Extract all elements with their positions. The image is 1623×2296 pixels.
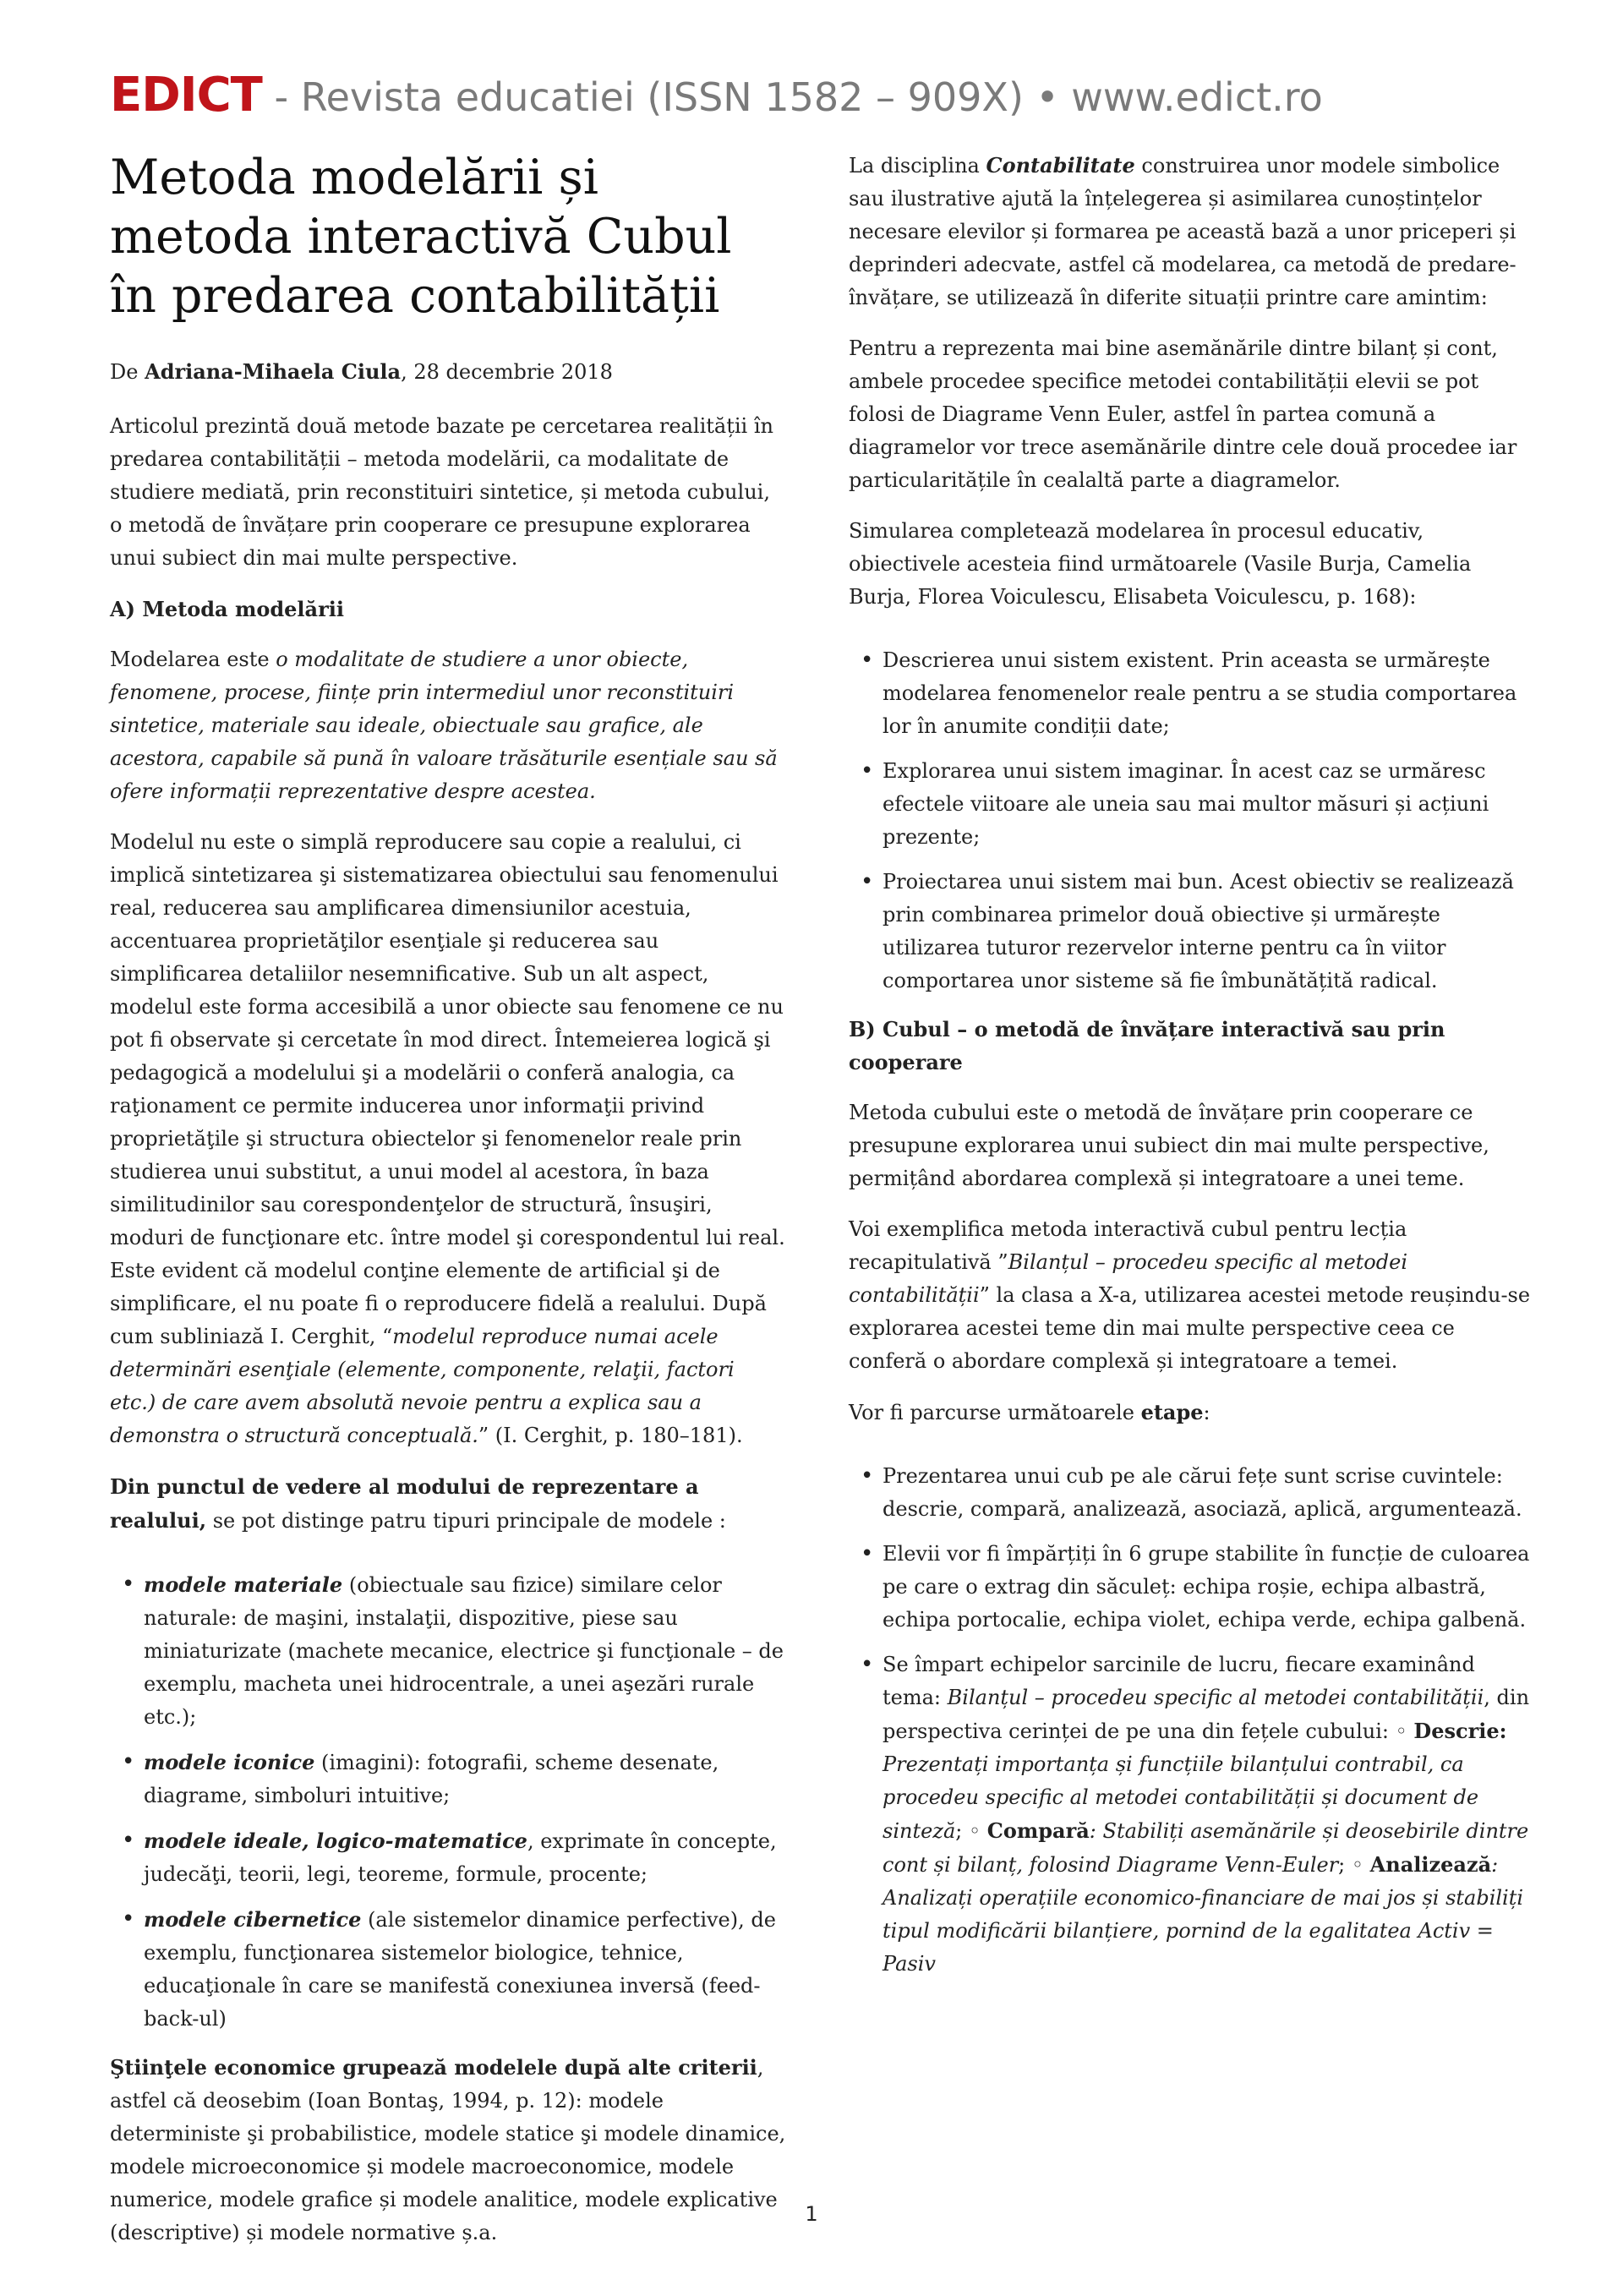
paragraph-modelarea (110, 643, 786, 808)
byline-prefix: De (110, 360, 145, 384)
model-type-name: modele materiale (144, 1572, 343, 1597)
paragraph-contabilitate (849, 149, 1533, 314)
model-type-text: (ale sistemelor dinamice perfective), de exemplu, funcţionarea sistemelor biologice, tehnice, educaţionale în care se manifestă conexiunea inversă (feed-back-ul) (144, 1908, 776, 2031)
model-type-name: modele ideale, logico-matematice (144, 1829, 527, 1853)
p1-start: Modelarea este (110, 648, 276, 671)
step3-k: : Analizați operațiile economico-financiare de mai jos și stabiliți tipul modificării bilanțiere, pornind de la egalitatea Activ = Pasiv (883, 1853, 1524, 1976)
masthead-tagline: - Revista educatiei (ISSN 1582 – 909X) • www.edict.ro (261, 74, 1323, 120)
list-item: • Elevii vor fi împărțiți în 6 grupe stabilite în funcție de culoarea pe care o extrag din săculeț: echipa roșie, echipa albastră, echipa portocalie, echipa violet, echipa verde, echipa galbenă. (883, 1538, 1533, 1637)
list-item (144, 1746, 786, 1812)
p1-definition: o modalitate de studiere a unor obiecte, fenomene, procese, ființe prin intermediul unor reconstituiri sintetice, materiale sau ideale, obiectuale sau grafice, ale acestora, capabile să pună în valoare trăsăturile esențiale sau să ofere informații reprezentative despre acestea. (110, 648, 778, 803)
p5-discipline: Contabilitate (986, 153, 1135, 178)
step3-g: Compară (986, 1818, 1090, 1843)
step3-a: Se împart echipelor sarcinile de lucru, fiecare examinând tema: (883, 1653, 1475, 1709)
p9-lesson-title: Bilanțul – procedeu specific al metodei contabilității (849, 1250, 1407, 1307)
paragraph-modelul (110, 826, 786, 1452)
model-type-text: (imagini): fotografii, scheme desenate, diagrame, simboluri intuitive; (144, 1751, 719, 1807)
p9-start: Voi exemplifica metoda interactivă cubul pentru lecția recapitulativă ” (849, 1217, 1407, 1274)
p3-rest: se pot distinge patru tipuri principale de modele : (206, 1509, 726, 1533)
p2-main: Modelul nu este o simplă reproducere sau copie a realului, ci implică sintetizarea şi sistematizarea obiectului sau fenomenului real, reducerea sau amplificarea dimensiunilor acestuia, accentuarea proprietăţilor esenţiale şi reducerea sau simplificarea detaliilor nesemnificative. Sub un alt aspect, modelul este forma accesibilă a unor obiecte sau fenomene ce nu pot fi observate şi cercetate în mod direct. Întemeierea logică şi pedagogică a modelului şi a modelării o conferă analogia, ca raţionament ce permite inducerea unor informaţii privind proprietăţile şi structura obiectelor şi fenomenelor reale prin studierea unui substitut, a unui model al acestora, în baza similitudinilor sau corespondenţelor de structură, însuşiri, moduri de funcţionare etc. între model şi corespondentul lui real. Este evident că modelul conţine elemente de artificial şi de simplificare, el nu poate fi o reproducere fidelă a realului. După cum subliniază I. Cerghit, “ (110, 830, 785, 1348)
model-type-text: (obiectuale sau fizice) similare celor naturale: de maşini, instalaţii, dispozitive, piese sau miniaturizate (machete mecanice, electrice şi funcţionale – de exemplu, macheta unei hidrocentrale, a unei aşezări rurale etc.); (144, 1573, 784, 1729)
masthead (110, 68, 1323, 123)
paragraph-etape (849, 1396, 1533, 1430)
step3-j: Analizează (1369, 1852, 1492, 1877)
p10-start: Vor fi parcurse următoarele (849, 1401, 1141, 1424)
section-b-heading: B) Cubul – o metodă de învățare interactivă sau prin cooperare (849, 1017, 1445, 1074)
list-item (144, 1568, 786, 1734)
paragraph-model-types-intro (110, 1470, 786, 1538)
paragraph-venn: Pentru a reprezenta mai bine asemănările dintre bilanț și cont, ambele procedee specifice metodei contabilității elevii se pot folosi de Diagrame Venn Euler, astfel în partea comună a diagramelor vor trece asemănările dintre cele două procedee iar particularitățile în cealaltă parte a diagramelor. (849, 336, 1517, 492)
list-item: • Explorarea unui sistem imaginar. În acest caz se urmăresc efectele viitoare ale uneia sau mai multor măsuri și acțiuni prezente; (883, 755, 1533, 854)
model-type-name: modele cibernetice (144, 1907, 362, 1932)
list-item: • Prezentarea unui cub pe ale cărui fețe sunt scrise cuvintele: descrie, compară, analizează, asociază, aplică, argumentează. (883, 1460, 1533, 1526)
paragraph-simularea: Simularea completează modelarea în procesul educativ, obiectivele acesteia fiind următoarele (Vasile Burja, Camelia Burja, Florea Voiculescu, Elisabeta Voiculescu, p. 168): (849, 519, 1472, 609)
intro-paragraph: Articolul prezintă două metode bazate pe cercetarea realității în predarea contabilității – metoda modelării, ca modalitate de studiere mediată, prin reconstituiri sintetice, și metoda cubului, o metodă de învățare prin cooperare ce presupune explorarea unui subiect din mai multe perspective. (110, 414, 773, 570)
section-a-heading: A) Metoda modelării (110, 597, 344, 621)
p2-citation: ” (I. Cerghit, p. 180–181). (478, 1424, 743, 1447)
p2-quote: modelul reproduce numai acele determinări esenţiale (elemente, componente, relaţii, factori etc.) de care avem absolută nevoie pentru a explica sau a demonstra o structură conceptuală. (110, 1325, 735, 1447)
step3-c: , din perspectiva cerinței de pe una din fețele cubului: ◦ (883, 1686, 1530, 1743)
byline (110, 355, 786, 389)
list-item: • Proiectarea unui sistem mai bun. Acest obiectiv se realizează prin combinarea primelor două obiective și urmărește utilizarea tuturor rezervelor interne pentru ca în viitor comportarea unor sisteme să fie îmbunătățită radical. (883, 866, 1533, 998)
p4-bold: Ştiinţele economice grupează modelele după alte criterii (110, 2055, 757, 2080)
step3-d: Descrie: (1413, 1719, 1507, 1743)
paragraph-metoda-cubului: Metoda cubului este o metodă de învățare prin cooperare ce presupune explorarea unui subiect din mai multe perspective, permițând abordarea complexă și integratoare a unei teme. (849, 1101, 1489, 1190)
model-types-list (110, 1568, 786, 2036)
steps-list (849, 1460, 1533, 1981)
step3-h: : Stabiliți asemănările și deosebirile dintre cont și bilanț, folosind Diagrame Venn-Euler (883, 1819, 1529, 1877)
paragraph-exemplificare (849, 1213, 1533, 1378)
p4-rest: , astfel că deosebim (Ioan Bontaş, 1994, p. 12): modele deterministe şi probabilistice, modele statice şi modele dinamice, modele microeconomice și modele macroeconomice, modele numerice, modele grafice și modele analitice, modele explicative (descriptive) și modele normative ș.a. (110, 2056, 786, 2244)
step3-f: ; ◦ (955, 1819, 987, 1843)
page-number: 1 (805, 2202, 818, 2226)
model-type-text: , exprimate în concepte, judecăţi, teorii, legi, teoreme, formule, procente; (144, 1829, 777, 1886)
article-title: Metoda modelării și metoda interactivă Cubul în predarea contabilității (110, 150, 732, 324)
list-item (144, 1903, 786, 2036)
step3-b: Bilanțul – procedeu specific al metodei contabilității (947, 1686, 1484, 1709)
model-type-name: modele iconice (144, 1750, 315, 1774)
author-name: Adriana-Mihaela Ciula (145, 359, 402, 384)
p3-bold: Din punctul de vedere al modului de reprezentare a realului, (110, 1474, 699, 1533)
list-item: • Descrierea unui sistem existent. Prin aceasta se urmărește modelarea fenomenelor reale pentru a se studia comportarea lor în anumite condiții date; (883, 644, 1533, 743)
brand-logo: EDICT (110, 68, 262, 123)
objectives-list (849, 644, 1533, 998)
p5-start: La disciplina (849, 154, 986, 178)
list-item (883, 1648, 1533, 1981)
left-column (110, 148, 786, 2267)
p10-end: : (1203, 1401, 1210, 1424)
step3-i: ; ◦ (1338, 1853, 1370, 1877)
right-column (849, 149, 1533, 1996)
list-item (144, 1824, 786, 1891)
publish-date: , 28 decembrie 2018 (401, 360, 613, 384)
p10-bold: etape (1140, 1400, 1204, 1424)
p9-rest: ” la clasa a X-a, utilizarea acestei metode reușindu-se explorarea acestei teme din mai multe perspective ceea ce conferă o abordare complexă și integratoare a temei. (849, 1283, 1531, 1373)
p5-rest: construirea unor modele simbolice sau ilustrative ajută la înțelegerea și asimilarea cunoștințelor necesare elevilor și formarea pe această bază a unor priceperi și deprinderi adecvate, astfel că modelarea, ca metodă de predare-învățare, se utilizează în diferite situații printre care amintim: (849, 154, 1516, 309)
step3-e: Prezentați importanța și funcțiile bilanțului contrabil, ca procedeu specific al metodei contabilității și document de sinteză (883, 1752, 1479, 1843)
